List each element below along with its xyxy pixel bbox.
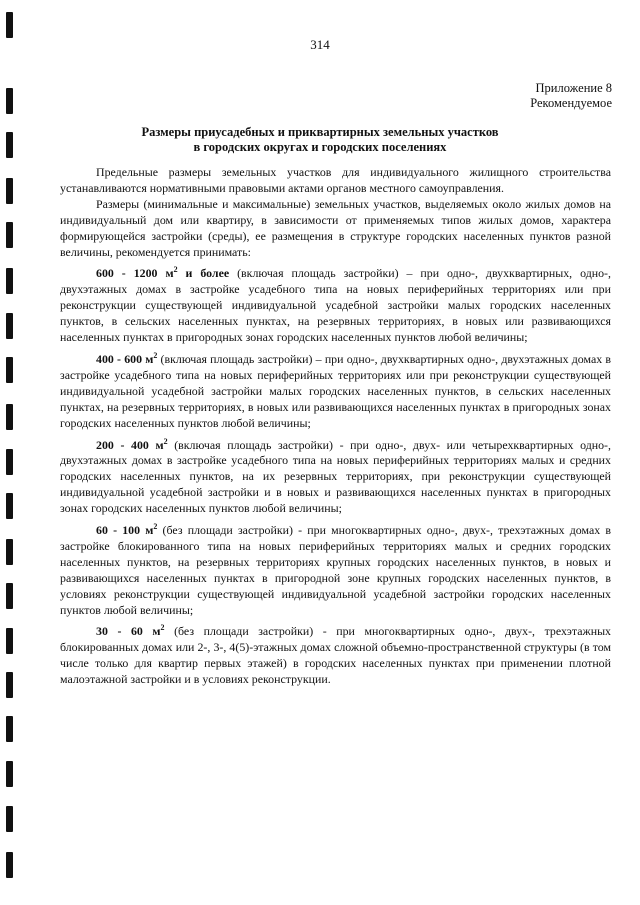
size-item-3 bbox=[60, 438, 611, 518]
binding-mark bbox=[6, 357, 13, 383]
binding-mark bbox=[6, 761, 13, 787]
size-description: (включая площадь застройки) – при одно-, двухквартирных, одно-, двухэтажных домах в застройке усадебного типа на новых периферийных территориях или при реконструкции существующей индивидуальной усадебной застройки малых городских населенных пунктов, в сельских населенных пунктах, на резервных территориях, в новых или развивающихся населенных пунктах в пригородных зонах городских населенных пунктов любой величины; bbox=[60, 266, 611, 345]
binding-mark bbox=[6, 628, 13, 654]
size-item-4 bbox=[60, 523, 611, 618]
size-value: 60 - 100 $м^2$ bbox=[96, 522, 158, 538]
intro-paragraph-1: Предельные размеры земельных участков для индивидуального жилищного строительства устанавливаются нормативными правовыми актами органов местного самоуправления. bbox=[60, 165, 611, 195]
binding-mark bbox=[6, 493, 13, 519]
size-value: 400 - 600 $м^2$ bbox=[96, 351, 158, 366]
appendix-status: Рекомендуемое bbox=[530, 96, 612, 110]
intro-paragraph-2: Размеры (минимальные и максимальные) земельных участков, выделяемых около жилых домов на индивидуальный дом или квартиру, в зависимости от применяемых типов жилых домов, характера формирующейся застройки (среды), ее размещения в структуре городских населенных пунктов разной величины, рекомендуется принимать: bbox=[60, 196, 611, 259]
binding-mark bbox=[6, 88, 13, 114]
binding-mark bbox=[6, 178, 13, 204]
body-text bbox=[60, 165, 611, 688]
size-item-5 bbox=[60, 624, 611, 688]
size-description: (без площади застройки) - при многоквартирных одно-, двух-, трехэтажных блокированных домах или 2-, 3-, 4(5)-этажных домах сложной объемно-пространственной структуры (в том числе только для квартир первых этажей) в городских населенных пунктах при применении плотной малоэтажной застройки и в условиях реконструкции. bbox=[60, 624, 612, 687]
binding-mark bbox=[6, 852, 13, 878]
appendix-number: Приложение 8 bbox=[535, 81, 612, 95]
binding-mark bbox=[6, 12, 13, 38]
document-title bbox=[40, 125, 600, 155]
size-item-2 bbox=[60, 352, 611, 432]
binding-mark bbox=[6, 313, 13, 339]
binding-mark bbox=[6, 404, 13, 430]
size-description: (включая площадь застройки) – при одно-, двухквартирных одно-, двухэтажных домах в застройке усадебного типа на новых периферийных территориях или при реконструкции существующей индивидуальной усадебной застройки малых городских населенных пунктов, в сельских населенных пунктах, на резервных территориях, в новых или развивающихся населенных пунктах в пригородных зонах городских населенных пунктов любой величины; bbox=[60, 351, 612, 430]
binding-mark bbox=[6, 539, 13, 565]
binding-mark bbox=[6, 672, 13, 698]
title-line-2: в городских округах и городских поселениях bbox=[193, 140, 447, 154]
size-description: (без площади застройки) - при многоквартирных одно-, двух-, трехэтажных домах в застройке блокированного типа на новых периферийных территориях малых и средних городских населенных пунктов, на резервных территориях крупных городских населенных пунктов, в новых и развивающихся населенных пунктах в пригородной зоне крупных городских населенных пунктов, в условиях реконструкции существующей индивидуальной усадебной застройки городских населенных пунктов любой величины; bbox=[60, 523, 611, 617]
title-line-1: Размеры приусадебных и приквартирных земельных участков bbox=[141, 125, 499, 139]
binding-mark bbox=[6, 268, 13, 294]
binding-mark bbox=[6, 222, 13, 248]
size-value: 600 - 1200 $м^2$ и более bbox=[96, 265, 230, 281]
binding-mark bbox=[6, 806, 13, 832]
appendix-label bbox=[530, 81, 612, 111]
binding-marks bbox=[6, 0, 16, 905]
binding-mark bbox=[6, 449, 13, 475]
binding-mark bbox=[6, 583, 13, 609]
binding-mark bbox=[6, 132, 13, 158]
page-number: 314 bbox=[310, 37, 330, 52]
size-value: 200 - 400 $м^2$ bbox=[96, 436, 168, 452]
size-description: (включая площадь застройки) - при одно-, двух- или четырехквартирных одно-, двухэтажных домах в застройке усадебного типа на новых периферийных территориях малых и средних городских населенных пунктов, на их резервных территориях, при реконструкции существующей индивидуальной усадебной застройки и в новых и развивающихся населенных пунктах в пригородных зонах городских населенных пунктов любой величины; bbox=[60, 437, 611, 516]
binding-mark bbox=[6, 716, 13, 742]
size-value: 30 - 60 $м^2$ bbox=[96, 623, 165, 639]
size-item-1 bbox=[60, 266, 611, 346]
